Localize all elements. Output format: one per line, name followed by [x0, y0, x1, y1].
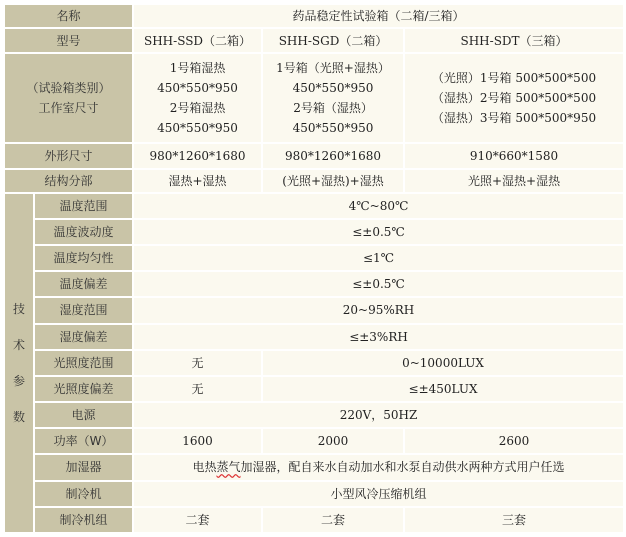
humidity-range-value: 20~95%RH: [134, 298, 623, 322]
power-supply-value: 220V，50HZ: [134, 403, 623, 427]
name-label: 名称: [5, 5, 132, 27]
model-value: SHH-SSD（二箱）: [134, 29, 261, 52]
name-value: 药品稳定性试验箱（二箱/三箱）: [134, 5, 623, 27]
light-deviation-label: 光照度偏差: [35, 377, 132, 401]
light-range-value-2: 0~10000LUX: [263, 351, 623, 375]
model-value: SHH-SGD（二箱）: [263, 29, 403, 52]
power-value: 2600: [405, 429, 623, 453]
chamber-col-3: （光照）1号箱 500*500*500 （湿热）2号箱 500*500*500 （湿热）3号箱 500*500*950: [405, 54, 623, 142]
refrig-unit-value: 三套: [405, 508, 623, 532]
temp-uniformity-value: ≤1℃: [134, 246, 623, 270]
spec-table: [3, 3, 625, 534]
outer-size-value: 910*660*1580: [405, 144, 623, 167]
light-range-value-1: 无: [134, 351, 261, 375]
humidifier-label: 加湿器: [35, 455, 132, 479]
temp-range-value: 4℃~80℃: [134, 194, 623, 218]
refrig-unit-value: 二套: [263, 508, 403, 532]
spellcheck-underline: 蒸气: [216, 460, 241, 475]
power-value: 1600: [134, 429, 261, 453]
humidity-range-label: 湿度范围: [35, 298, 132, 322]
power-label: 功率（W）: [35, 429, 132, 453]
structure-value: 湿热+湿热: [134, 170, 261, 192]
temp-deviation-label: 温度偏差: [35, 272, 132, 296]
temp-uniformity-label: 温度均匀性: [35, 246, 132, 270]
temp-fluctuation-label: 温度波动度: [35, 220, 132, 244]
outer-size-label: 外形尺寸: [5, 144, 132, 167]
outer-size-value: 980*1260*1680: [134, 144, 261, 167]
structure-value: 光照+湿热+湿热: [405, 170, 623, 192]
temp-deviation-value: ≤±0.5℃: [134, 272, 623, 296]
chamber-col-2: 1号箱（光照+湿热） 450*550*950 2号箱（湿热） 450*550*950: [263, 54, 403, 142]
power-value: 2000: [263, 429, 403, 453]
refrig-unit-label: 制冷机组: [35, 508, 132, 532]
refrigerator-value: 小型风冷压缩机组: [134, 482, 623, 506]
humidity-deviation-value: ≤±3%RH: [134, 325, 623, 349]
power-supply-label: 电源: [35, 403, 132, 427]
light-deviation-value-2: ≤±450LUX: [263, 377, 623, 401]
temp-range-label: 温度范围: [35, 194, 132, 218]
model-value: SHH-SDT（三箱）: [405, 29, 623, 52]
structure-label: 结构分部: [5, 170, 132, 192]
chamber-label: （试验箱类别） 工作室尺寸: [5, 54, 132, 142]
humidifier-value: 电热蒸气加湿器，配自来水自动加水和水泵自动供水两种方式用户任选: [134, 455, 623, 479]
chamber-col-1: 1号箱湿热 450*550*950 2号箱湿热 450*550*950: [134, 54, 261, 142]
light-range-label: 光照度范围: [35, 351, 132, 375]
model-label: 型号: [5, 29, 132, 52]
light-deviation-value-1: 无: [134, 377, 261, 401]
refrigerator-label: 制冷机: [35, 482, 132, 506]
temp-fluctuation-value: ≤±0.5℃: [134, 220, 623, 244]
structure-value: (光照+湿热)+湿热: [263, 170, 403, 192]
humidity-deviation-label: 湿度偏差: [35, 325, 132, 349]
tech-params-side-label: 技 术 参 数: [5, 194, 33, 532]
outer-size-value: 980*1260*1680: [263, 144, 403, 167]
refrig-unit-value: 二套: [134, 508, 261, 532]
